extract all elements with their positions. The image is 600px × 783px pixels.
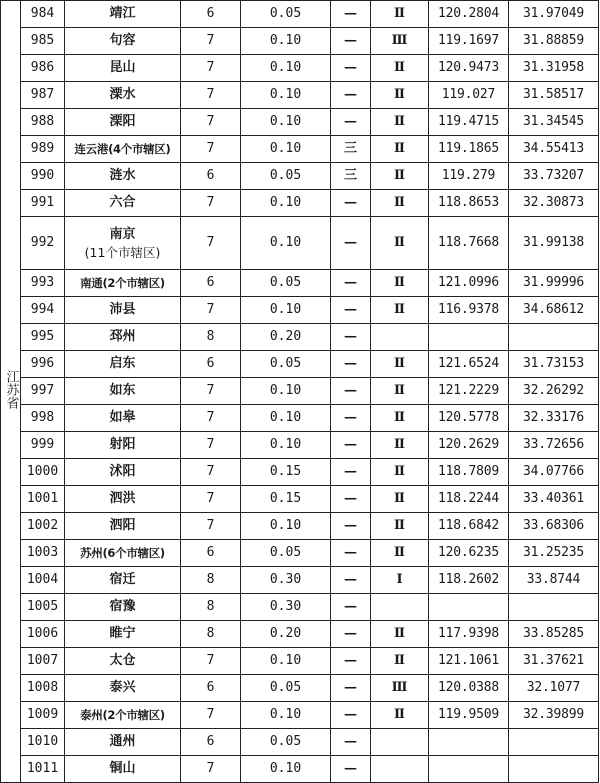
table-row [1,594,599,621]
row-number: 990 [21,163,65,190]
row-number: 1005 [21,594,65,621]
intensity-cell: 7 [181,55,241,82]
longitude-cell: 120.0388 [429,675,509,702]
site-class-cell: Ⅱ [371,405,429,432]
intensity-cell: 7 [181,459,241,486]
longitude-cell: 118.2602 [429,567,509,594]
intensity-cell: 7 [181,513,241,540]
row-number: 995 [21,324,65,351]
acceleration-cell: 0.10 [241,136,331,163]
row-number: 992 [21,217,65,270]
site-class-cell [371,729,429,756]
location-name: 靖江 [65,1,181,28]
table-row [1,1,599,28]
acceleration-cell: 0.15 [241,459,331,486]
site-class-cell [371,324,429,351]
table-row [1,190,599,217]
table-row [1,297,599,324]
acceleration-cell: 0.05 [241,540,331,567]
row-number: 998 [21,405,65,432]
group-cell: — [331,540,371,567]
location-name: 铜山 [65,756,181,783]
location-name: 泗阳 [65,513,181,540]
row-number: 1003 [21,540,65,567]
latitude-cell: 32.33176 [509,405,599,432]
group-cell: — [331,621,371,648]
table-row [1,567,599,594]
intensity-cell: 7 [181,28,241,55]
acceleration-cell: 0.30 [241,594,331,621]
location-name: 连云港(4个市辖区) [65,136,181,163]
intensity-cell: 8 [181,567,241,594]
row-number: 994 [21,297,65,324]
row-number: 997 [21,378,65,405]
site-class-cell: Ⅱ [371,513,429,540]
location-name: 太仓 [65,648,181,675]
intensity-cell: 6 [181,729,241,756]
location-name: 邳州 [65,324,181,351]
location-name: 睢宁 [65,621,181,648]
table-row [1,513,599,540]
latitude-cell: 33.68306 [509,513,599,540]
site-class-cell: Ⅱ [371,432,429,459]
latitude-cell [509,756,599,783]
location-name: 如东 [65,378,181,405]
group-cell: — [331,1,371,28]
latitude-cell: 33.73207 [509,163,599,190]
site-class-cell [371,756,429,783]
intensity-cell: 7 [181,648,241,675]
group-cell: — [331,756,371,783]
longitude-cell: 120.9473 [429,55,509,82]
row-number: 1007 [21,648,65,675]
longitude-cell: 120.6235 [429,540,509,567]
acceleration-cell: 0.20 [241,324,331,351]
site-class-cell: Ⅱ [371,486,429,513]
location-name: 宿迁 [65,567,181,594]
location-name-line2: (11个市辖区) [84,244,161,260]
longitude-cell: 118.2244 [429,486,509,513]
table-row [1,756,599,783]
group-cell: — [331,351,371,378]
intensity-cell: 6 [181,675,241,702]
group-cell: — [331,405,371,432]
table-row [1,82,599,109]
longitude-cell: 118.7668 [429,217,509,270]
site-class-cell: Ⅱ [371,136,429,163]
row-number: 984 [21,1,65,28]
latitude-cell: 33.85285 [509,621,599,648]
latitude-cell: 31.34545 [509,109,599,136]
latitude-cell: 31.31958 [509,55,599,82]
acceleration-cell: 0.05 [241,270,331,297]
acceleration-cell: 0.05 [241,351,331,378]
acceleration-cell: 0.05 [241,729,331,756]
province-label: 江苏省 [3,370,19,409]
row-number: 1002 [21,513,65,540]
row-number: 987 [21,82,65,109]
group-cell: — [331,190,371,217]
longitude-cell: 119.1697 [429,28,509,55]
group-cell: 三 [331,136,371,163]
row-number: 988 [21,109,65,136]
table-body [1,1,599,783]
site-class-cell: Ⅱ [371,109,429,136]
latitude-cell: 34.55413 [509,136,599,163]
location-name: 溧阳 [65,109,181,136]
intensity-cell: 6 [181,163,241,190]
intensity-cell: 7 [181,405,241,432]
table-row [1,540,599,567]
intensity-cell: 6 [181,351,241,378]
location-name: 宿豫 [65,594,181,621]
site-class-cell: Ⅲ [371,28,429,55]
row-number: 986 [21,55,65,82]
latitude-cell: 31.37621 [509,648,599,675]
row-number: 996 [21,351,65,378]
group-cell: — [331,297,371,324]
site-class-cell: Ⅲ [371,675,429,702]
latitude-cell: 32.1077 [509,675,599,702]
group-cell: — [331,675,371,702]
longitude-cell: 119.1865 [429,136,509,163]
table-row [1,432,599,459]
acceleration-cell: 0.10 [241,109,331,136]
table-row [1,55,599,82]
site-class-cell: Ⅱ [371,297,429,324]
intensity-cell: 7 [181,756,241,783]
row-number: 991 [21,190,65,217]
location-name: 六合 [65,190,181,217]
acceleration-cell: 0.10 [241,648,331,675]
intensity-cell: 7 [181,432,241,459]
location-name: 沛县 [65,297,181,324]
group-cell: — [331,270,371,297]
acceleration-cell: 0.10 [241,405,331,432]
site-class-cell: Ⅱ [371,351,429,378]
location-name: 泰州(2个市辖区) [65,702,181,729]
row-number: 985 [21,28,65,55]
longitude-cell: 121.1061 [429,648,509,675]
longitude-cell: 121.2229 [429,378,509,405]
intensity-cell: 7 [181,109,241,136]
table-row [1,109,599,136]
group-cell: — [331,55,371,82]
table-row [1,486,599,513]
latitude-cell [509,729,599,756]
longitude-cell: 119.4715 [429,109,509,136]
group-cell: — [331,82,371,109]
acceleration-cell: 0.10 [241,217,331,270]
site-class-cell: Ⅱ [371,55,429,82]
site-class-cell: Ⅱ [371,621,429,648]
location-name: 南通(2个市辖区) [65,270,181,297]
acceleration-cell: 0.10 [241,55,331,82]
intensity-cell: 6 [181,1,241,28]
province-cell [1,1,21,783]
location-name: 如皋 [65,405,181,432]
group-cell: — [331,324,371,351]
location-name: 沭阳 [65,459,181,486]
intensity-cell: 7 [181,136,241,163]
location-name: 涟水 [65,163,181,190]
table-row [1,136,599,163]
table-row [1,270,599,297]
acceleration-cell: 0.10 [241,82,331,109]
location-name: 句容 [65,28,181,55]
row-number: 1001 [21,486,65,513]
table-row [1,163,599,190]
acceleration-cell: 0.10 [241,28,331,55]
intensity-cell: 7 [181,702,241,729]
group-cell: — [331,217,371,270]
table-row [1,28,599,55]
longitude-cell: 118.8653 [429,190,509,217]
longitude-cell: 120.5778 [429,405,509,432]
acceleration-cell: 0.10 [241,190,331,217]
location-name: 溧水 [65,82,181,109]
site-class-cell: Ⅱ [371,190,429,217]
acceleration-cell: 0.10 [241,756,331,783]
location-name: 射阳 [65,432,181,459]
site-class-cell: Ⅱ [371,163,429,190]
acceleration-cell: 0.10 [241,378,331,405]
latitude-cell: 31.97049 [509,1,599,28]
row-number: 1008 [21,675,65,702]
site-class-cell: Ⅱ [371,82,429,109]
intensity-cell: 8 [181,324,241,351]
latitude-cell: 33.40361 [509,486,599,513]
site-class-cell: Ⅱ [371,217,429,270]
location-name: 通州 [65,729,181,756]
intensity-cell: 7 [181,190,241,217]
longitude-cell [429,756,509,783]
location-name: 苏州(6个市辖区) [65,540,181,567]
acceleration-cell: 0.05 [241,1,331,28]
table-row [1,405,599,432]
latitude-cell: 31.99996 [509,270,599,297]
longitude-cell: 121.6524 [429,351,509,378]
longitude-cell: 120.2804 [429,1,509,28]
longitude-cell: 118.6842 [429,513,509,540]
acceleration-cell: 0.30 [241,567,331,594]
site-class-cell: Ⅱ [371,648,429,675]
longitude-cell: 119.027 [429,82,509,109]
latitude-cell: 33.8744 [509,567,599,594]
row-number: 999 [21,432,65,459]
site-class-cell: Ⅱ [371,540,429,567]
row-number: 1004 [21,567,65,594]
table-row [1,217,599,270]
latitude-cell: 31.25235 [509,540,599,567]
table-row [1,459,599,486]
longitude-cell: 120.2629 [429,432,509,459]
group-cell: — [331,486,371,513]
latitude-cell [509,324,599,351]
group-cell: — [331,594,371,621]
group-cell: — [331,702,371,729]
longitude-cell [429,729,509,756]
intensity-cell: 6 [181,270,241,297]
location-name: 昆山 [65,55,181,82]
group-cell: 三 [331,163,371,190]
longitude-cell: 121.0996 [429,270,509,297]
group-cell: — [331,648,371,675]
longitude-cell: 119.279 [429,163,509,190]
longitude-cell: 119.9509 [429,702,509,729]
table-row [1,621,599,648]
row-number: 1011 [21,756,65,783]
group-cell: — [331,459,371,486]
latitude-cell [509,594,599,621]
group-cell: — [331,378,371,405]
group-cell: — [331,729,371,756]
longitude-cell [429,594,509,621]
longitude-cell: 117.9398 [429,621,509,648]
acceleration-cell: 0.15 [241,486,331,513]
group-cell: — [331,513,371,540]
intensity-cell: 7 [181,82,241,109]
latitude-cell: 33.72656 [509,432,599,459]
table-row [1,675,599,702]
acceleration-cell: 0.10 [241,432,331,459]
table-row [1,351,599,378]
table-row [1,729,599,756]
latitude-cell: 34.68612 [509,297,599,324]
acceleration-cell: 0.05 [241,675,331,702]
group-cell: — [331,109,371,136]
table-row [1,324,599,351]
row-number: 1009 [21,702,65,729]
location-name: 泰兴 [65,675,181,702]
latitude-cell: 31.58517 [509,82,599,109]
longitude-cell [429,324,509,351]
intensity-cell: 8 [181,594,241,621]
acceleration-cell: 0.10 [241,513,331,540]
group-cell: — [331,28,371,55]
row-number: 993 [21,270,65,297]
row-number: 989 [21,136,65,163]
row-number: 1010 [21,729,65,756]
longitude-cell: 116.9378 [429,297,509,324]
intensity-cell: 8 [181,621,241,648]
row-number: 1000 [21,459,65,486]
location-name [65,217,181,270]
latitude-cell: 31.73153 [509,351,599,378]
location-name: 泗洪 [65,486,181,513]
acceleration-cell: 0.05 [241,163,331,190]
acceleration-cell: 0.20 [241,621,331,648]
location-name-line1: 南京 [109,226,136,242]
intensity-cell: 7 [181,297,241,324]
site-class-cell: Ⅰ [371,567,429,594]
site-class-cell: Ⅱ [371,270,429,297]
site-class-cell: Ⅱ [371,459,429,486]
latitude-cell: 34.07766 [509,459,599,486]
table-row [1,702,599,729]
row-number: 1006 [21,621,65,648]
acceleration-cell: 0.10 [241,297,331,324]
table-row [1,378,599,405]
intensity-cell: 7 [181,378,241,405]
site-class-cell: Ⅱ [371,702,429,729]
latitude-cell: 31.99138 [509,217,599,270]
latitude-cell: 32.26292 [509,378,599,405]
latitude-cell: 32.39899 [509,702,599,729]
intensity-cell: 6 [181,540,241,567]
intensity-cell: 7 [181,486,241,513]
intensity-cell: 7 [181,217,241,270]
acceleration-cell: 0.10 [241,702,331,729]
site-class-cell [371,594,429,621]
latitude-cell: 32.30873 [509,190,599,217]
location-name: 启东 [65,351,181,378]
group-cell: — [331,432,371,459]
site-class-cell: Ⅱ [371,378,429,405]
table-row [1,648,599,675]
longitude-cell: 118.7809 [429,459,509,486]
site-class-cell: Ⅱ [371,1,429,28]
group-cell: — [331,567,371,594]
latitude-cell: 31.88859 [509,28,599,55]
